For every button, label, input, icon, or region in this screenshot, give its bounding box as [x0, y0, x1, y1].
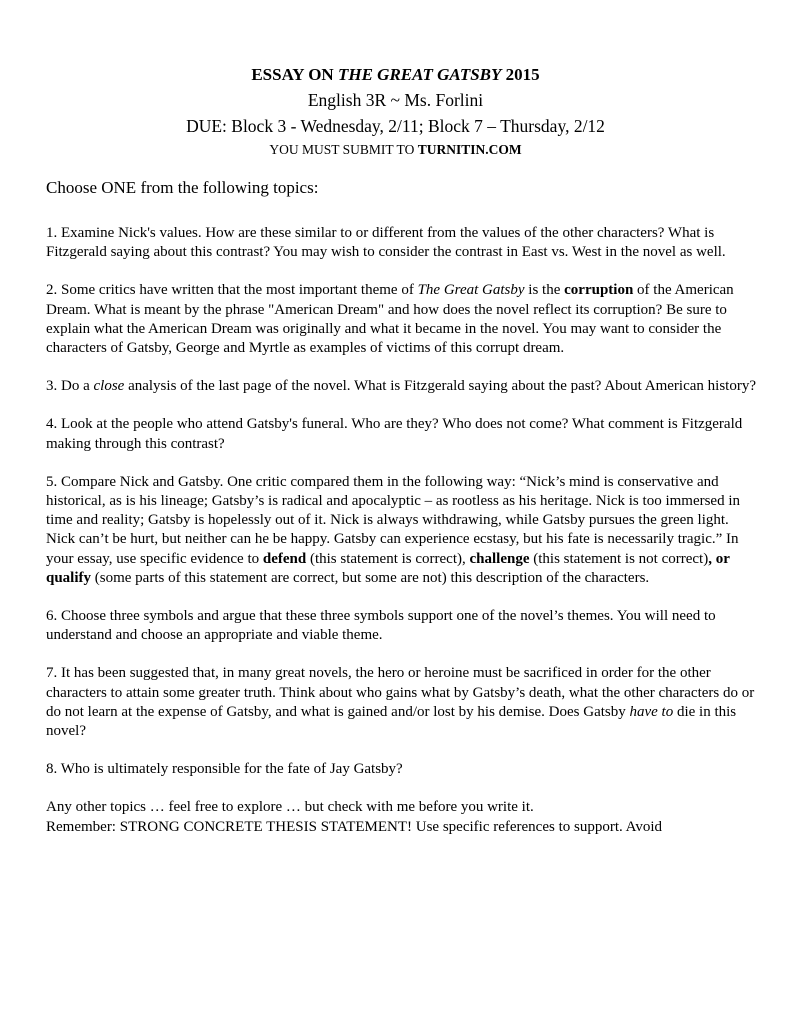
topic-3: 3. Do a close analysis of the last page of the novel. What is Fitzgerald saying about the past? About American history? [46, 378, 756, 395]
closing-note: Any other topics … feel free to explore … but check with me before you write it. Remember: STRONG CONCRETE THESIS STATEMENT! Use specific references to support. Avoid [46, 799, 663, 835]
topic-5: 5. Compare Nick and Gatsby. One critic compared them in the following way: “Nick’s mind is conservative and historical, as is his lineage; Gatsby’s is radical and apocalyptic – as rootless as his heritage. Nick is too immersed in time and reality; Gatsby is hopelessly out of it. Nick is always withdrawing, while Gatsby pursues the green light. Nick can’t be hurt, but neither can he be happy. Gatsby can experience ecstasy, but his fate is necessarily tragic.” In your essay, use specific evidence to defend (this statement is correct), challenge (this statement is not correct), or qualify (some parts of this statement are correct, but some are not) this description of the characters. [46, 473, 741, 586]
header [0, 63, 791, 161]
topic-8: 8. Who is ultimately responsible for the fate of Jay Gatsby? [46, 761, 403, 778]
topic-7: 7. It has been suggested that, in many great novels, the hero or heroine must be sacrificed in order for the other characters to attain some greater truth. Think about who gains what by Gatsby’s death, what the other characters do or do not learn at the expense of Gatsby, and what is gained and/or lost by his demise. Does Gatsby have to die in this novel? [46, 665, 755, 740]
due-line: DUE: Block 3 - Wednesday, 2/11; Block 7 – Thursday, 2/12 [186, 116, 605, 136]
topic-4: 4. Look at the people who attend Gatsby's funeral. Who are they? Who does not come? What comment is Fitzgerald making through this contrast? [46, 416, 743, 452]
submit-line: YOU MUST SUBMIT TO TURNITIN.COM [269, 142, 522, 157]
topic-1: 1. Examine Nick's values. How are these similar to or different from the values of the other characters? What is Fitzgerald saying about this contrast? You may wish to consider the contrast in East vs. West in the novel as well. [46, 225, 726, 261]
instructions-heading: Choose ONE from the following topics: [46, 178, 319, 197]
course-line: English 3R ~ Ms. Forlini [307, 90, 484, 110]
topics-list [46, 224, 756, 837]
topic-6: 6. Choose three symbols and argue that these three symbols support one of the novel’s themes. You will need to understand and choose an appropriate and viable theme. [46, 608, 716, 644]
topic-2: 2. Some critics have written that the most important theme of The Great Gatsby is the corruption of the American Dream. What is meant by the phrase "American Dream" and how does the novel reflect its corruption? Be sure to explain what the American Dream was originally and what it became in the novel. You may want to consider the characters of Gatsby, George and Myrtle as examples of victims of this corrupt dream. [46, 282, 734, 357]
turnitin-text: TURNITIN.COM [417, 142, 522, 157]
essay-title: ESSAY ON THE GREAT GATSBY 2015 [251, 65, 540, 84]
